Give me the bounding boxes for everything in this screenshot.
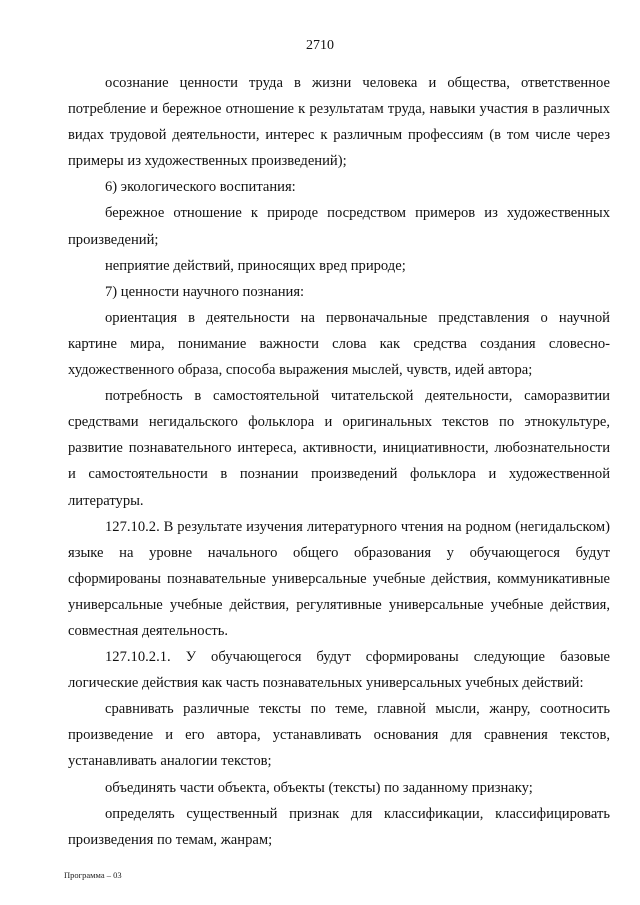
footer-program-label: Программа – 03: [64, 870, 122, 880]
paragraph-combine-parts: объединять части объекта, объекты (тексты) по заданному признаку;: [105, 779, 533, 796]
paragraph-compare-texts: сравнивать различные тексты по теме, главной мысли, жанру, соотносить произведение и его автора, устанавливать основания для сравнения текстов, устанавливать аналогии текстов;: [68, 701, 610, 770]
paragraph-section-127-10-2: 127.10.2. В результате изучения литературного чтения на родном (негидальском) языке на уровне начального общего образования у обучающегося будут сформированы познавательные универсальные учебные действия, коммуникативные универсальные учебные действия, регулятивные универсальные учебные действия, совместная деятельность.: [68, 518, 610, 639]
paragraph-nature-care: бережное отношение к природе посредством примеров из художественных произведений;: [68, 205, 610, 248]
paragraph-section-127-10-2-1: 127.10.2.1. У обучающегося будут сформированы следующие базовые логические действия как часть познавательных универсальных учебных действий:: [68, 649, 610, 692]
paragraph-ecological-heading: 6) экологического воспитания:: [105, 179, 296, 196]
paragraph-science-heading: 7) ценности научного познания:: [105, 283, 305, 300]
document-body: [68, 70, 610, 853]
page-number: 2710: [306, 38, 334, 53]
paragraph-reading-need: потребность в самостоятельной читательской деятельности, саморазвитии средствами негидальского фольклора и оригинальных текстов по этнокультуре, развитие познавательного интереса, активности, инициативности, любознательности и самостоятельности в познании произведений фольклора и художественной литературы.: [68, 388, 610, 509]
paragraph-labor-values: осознание ценности труда в жизни человека и общества, ответственное потребление и бережное отношение к результатам труда, навыки участия в различных видах трудовой деятельности, интерес к различным профессиям (в том числе через примеры из художественных произведений);: [68, 75, 610, 170]
paragraph-classify: определять существенный признак для классификации, классифицировать произведения по темам, жанрам;: [68, 805, 610, 848]
paragraph-science-orientation: ориентация в деятельности на первоначальные представления о научной картине мира, понимание важности слова как средства создания словесно-художественного образа, способа выражения мыслей, чувств, идей автора;: [68, 309, 610, 379]
paragraph-nature-harm: неприятие действий, приносящих вред природе;: [105, 257, 406, 274]
